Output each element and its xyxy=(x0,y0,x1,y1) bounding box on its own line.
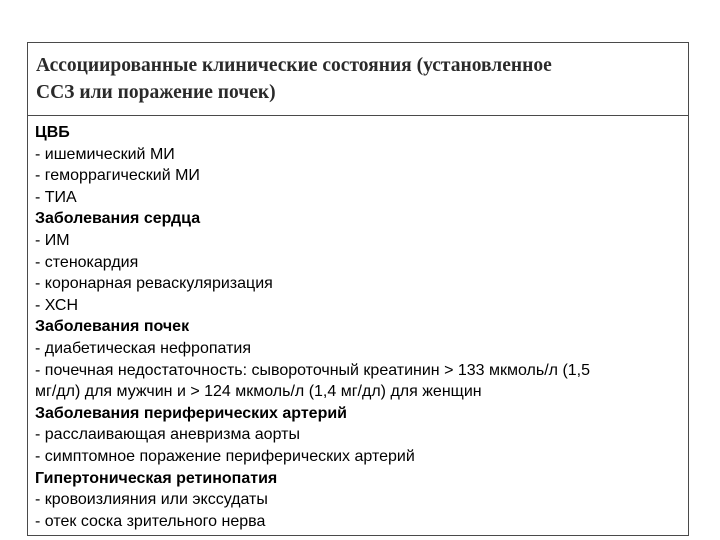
list-line: - симптомное поражение периферических артерий xyxy=(35,447,415,465)
table-header xyxy=(28,43,688,116)
list-line: мг/дл) для мужчин и > 124 мкмоль/л (1,4 мг/дл) для женщин xyxy=(35,383,482,401)
list-line: - геморрагический МИ xyxy=(35,167,200,185)
list-line: Гипертоническая ретинопатия xyxy=(35,469,278,487)
list-line: - стенокардия xyxy=(35,253,139,271)
list-line: - расслаивающая аневризма аорты xyxy=(35,426,300,444)
list-line: - ХСН xyxy=(35,296,79,314)
list-line: - ишемический МИ xyxy=(35,145,175,163)
list-line: - кровоизлияния или экссудаты xyxy=(35,491,268,509)
list-line: - отек соска зрительного нерва xyxy=(35,512,266,530)
list-line: - ТИА xyxy=(35,188,77,206)
list-line: Заболевания почек xyxy=(35,318,190,336)
header-title-line-1: Ассоциированные клинические состояния (установленное xyxy=(36,55,552,76)
header-title-line-2: ССЗ или поражение почек) xyxy=(36,82,276,103)
list-line: - диабетическая нефропатия xyxy=(35,339,251,357)
list-line: - почечная недостаточность: сывороточный креатинин > 133 мкмоль/л (1,5 xyxy=(35,361,591,379)
list-line: ЦВБ xyxy=(35,124,70,141)
list-line: Заболевания сердца xyxy=(35,210,201,228)
list-line: Заболевания периферических артерий xyxy=(35,404,348,422)
table-body xyxy=(28,116,688,532)
conditions-table xyxy=(27,42,689,536)
list-line: - коронарная реваскуляризация xyxy=(35,275,273,293)
list-line: - ИМ xyxy=(35,231,70,249)
